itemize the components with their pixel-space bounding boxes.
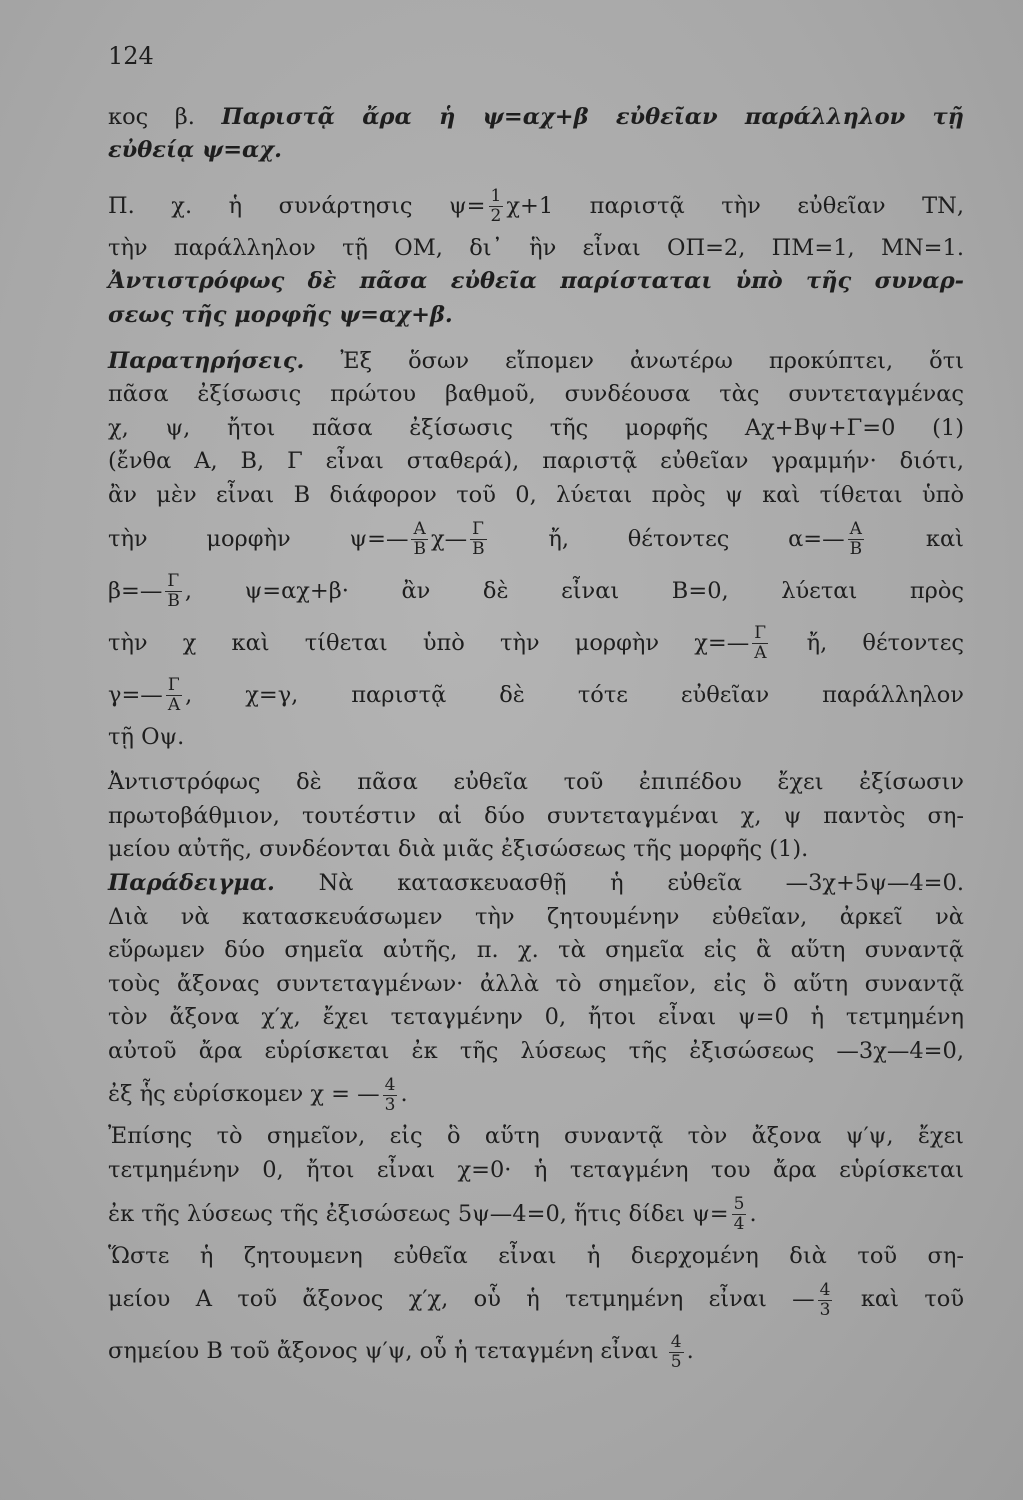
denominator: 2 [490,206,502,227]
text-span: , χ=γ, παριστᾷ δὲ τότε εὐθεῖαν παράλληλον [185,681,964,708]
italic-statement: Ἀντιστρόφως δὲ πᾶσα εὐθεῖα παρίσταται ὑπὸ τῆς συναρ- [108,268,964,295]
italic-statement: εὐθείᾳ ψ=αχ. [108,137,282,164]
text-line [108,1273,964,1325]
text-line: αὐτοῦ ἄρα εὑρίσκεται ἐκ τῆς λύσεως τῆς ἐξισώσεως —3χ—4=0, [108,1037,964,1064]
text-line [108,669,964,721]
text-line: τὸν ἄξονα χ′χ, ἔχει τεταγμένην 0, ἤτοι εἶναι ψ=0 ἡ τετμημένη [108,1004,964,1031]
text-span: . [686,1338,694,1365]
text-line [108,1188,964,1240]
fraction [165,572,182,611]
section-heading: Παρατηρήσεις. [108,347,305,374]
text-line: πρωτοβάθμιον, τουτέστιν αἱ δύο συντεταγμέναι χ, ψ παντὸς ση- [108,802,964,829]
fraction [818,1281,833,1320]
text-line [108,513,964,565]
numerator: Γ [752,624,768,644]
text-span: κος β. [108,103,222,130]
numerator: 4 [819,1279,831,1300]
denominator: Α [167,695,181,716]
numerator: 4 [670,1331,682,1352]
text-span: ἐκ τῆς λύσεως τῆς ἐξισώσεως 5ψ—4=0, ἥτις δίδει ψ= [108,1200,729,1227]
text-span: Ἐξ ὅσων εἴπομεν ἀνωτέρω προκύπτει, ὅτι [304,347,964,374]
fraction [166,676,182,715]
text-line: Ὥστε ἡ ζητουμενη εὐθεῖα εἶναι ἡ διερχομένη διὰ τοῦ ση- [108,1242,964,1269]
text-span: μείου Α τοῦ ἄξονος χ′χ, οὗ ἡ τετμημένη εἶναι — [108,1286,815,1313]
denominator: Β [167,591,180,612]
text-span: ἤ, θέτοντες [771,629,964,656]
text-line: πᾶσα ἐξίσωσις πρώτου βαθμοῦ, συνδέουσα τὰς συντεταγμένας [108,381,964,408]
page-content [108,40,964,1377]
spacer [108,333,964,345]
text-span: Π. χ. ἡ συνάρτησις ψ= [108,192,486,219]
text-line [108,1068,964,1120]
numerator: 1 [490,186,502,207]
text-span: σημείου Β τοῦ ἄξονος ψ′ψ, οὗ ἡ τεταγμένη εἶναι [108,1338,666,1365]
text-span: , ψ=αχ+β· ἂν δὲ εἶναι Β=0, λύεται πρὸς [184,577,964,604]
text-span: Νὰ κατασκευασθῇ ἡ εὐθεῖα —3χ+5ψ—4=0. [274,869,964,896]
text-line: (ἔνθα Α, Β, Γ εἶναι σταθερά), παριστᾷ εὐθεῖαν γραμμήν· διότι, [108,448,964,475]
text-line [108,180,964,232]
numerator: Α [848,520,865,540]
fraction [732,1195,747,1234]
text-span: β=— [108,577,163,604]
text-span: καὶ τοῦ [835,1286,964,1313]
fraction [848,520,865,559]
page-number: 124 [108,42,154,70]
text-span: χ— [430,525,468,552]
text-line [108,565,964,617]
numerator: Γ [470,520,487,540]
spacer [108,168,964,180]
denominator: 3 [819,1299,831,1320]
numerator: Α [411,520,428,540]
numerator: 5 [733,1194,745,1215]
text-line: Ἀντιστρόφως δὲ πᾶσα εὐθεῖα τοῦ ἐπιπέδου ἔχει ἐξίσωσιν [108,769,964,796]
text-span: τὴν χ καὶ τίθεται ὑπὸ τὴν μορφὴν χ=— [108,629,750,656]
text-span: ἐξ ἧς εὑρίσκομεν χ = — [108,1081,380,1108]
text-span: ἤ, θέτοντες α=— [489,525,845,552]
italic-statement: Παριστᾷ ἄρα ἡ ψ=αχ+β εὐθεῖαν παράλληλον τῇ [221,103,964,130]
text-line: ἂν μὲν εἶναι Β διάφορον τοῦ 0, λύεται πρὸς ψ καὶ τίθεται ὑπὸ [108,481,964,508]
text-span: τὴν μορφὴν ψ=— [108,525,409,552]
denominator: Β [472,539,485,560]
text-line [108,617,964,669]
section-heading: Παράδειγμα. [108,869,275,896]
text-line [108,1325,964,1377]
numerator: 4 [384,1074,396,1095]
text-line: Ἐπίσης τὸ σημεῖον, εἰς ὃ αὕτη συναντᾷ τὸν ἄξονα ψ′ψ, ἔχει [108,1123,964,1150]
text-line [108,345,964,379]
italic-statement: σεως τῆς μορφῆς ψ=αχ+β. [108,301,453,328]
fraction [489,187,504,226]
text-span: χ+1 παριστᾷ τὴν εὐθεῖαν ΤΝ, [506,192,964,219]
text-line: τετμημένην 0, ἤτοι εἶναι χ=0· ἡ τεταγμένη του ἄρα εὑρίσκεται [108,1157,964,1184]
fraction [669,1333,684,1372]
text-span: γ=— [108,681,163,708]
text-line: τὴν παράλληλον τῇ ΟΜ, δι᾿ ἣν εἶναι ΟΠ=2, ΠΜ=1, ΜΝ=1. [108,234,964,261]
denominator: Β [849,539,863,560]
fraction [383,1076,398,1115]
text-line: χ, ψ, ἤτοι πᾶσα ἐξίσωσις τῆς μορφῆς Αχ+Βψ+Γ=0 (1) [108,414,964,441]
denominator: 4 [733,1214,745,1235]
text-line: εὕρωμεν δύο σημεῖα αὐτῆς, π. χ. τὰ σημεῖα εἰς ἃ αὕτη συναντᾷ [108,937,964,964]
spacer [108,754,964,766]
text-span: καὶ [867,525,965,552]
fraction [411,520,428,559]
text-line: τῇ Οψ. [108,723,185,750]
text-line: τοὺς ἄξονας συντεταγμένων· ἀλλὰ τὸ σημεῖον, εἰς ὃ αὕτη συναντᾷ [108,970,964,997]
numerator: Γ [165,572,182,592]
denominator: 5 [670,1351,682,1372]
text-line [108,101,964,135]
text-span: . [400,1081,408,1108]
fraction [470,520,487,559]
fraction [752,624,768,663]
text-span: . [749,1200,757,1227]
text-line: Διὰ νὰ κατασκευάσωμεν τὴν ζητουμένην εὐθεῖαν, ἀρκεῖ νὰ [108,903,964,930]
text-line: μείου αὐτῆς, συνδέονται διὰ μιᾶς ἐξισώσεως τῆς μορφῆς (1). [108,836,809,863]
denominator: Α [754,643,767,664]
denominator: Β [413,539,426,560]
denominator: 3 [384,1094,396,1115]
text-line [108,867,964,901]
numerator: Γ [166,676,182,696]
